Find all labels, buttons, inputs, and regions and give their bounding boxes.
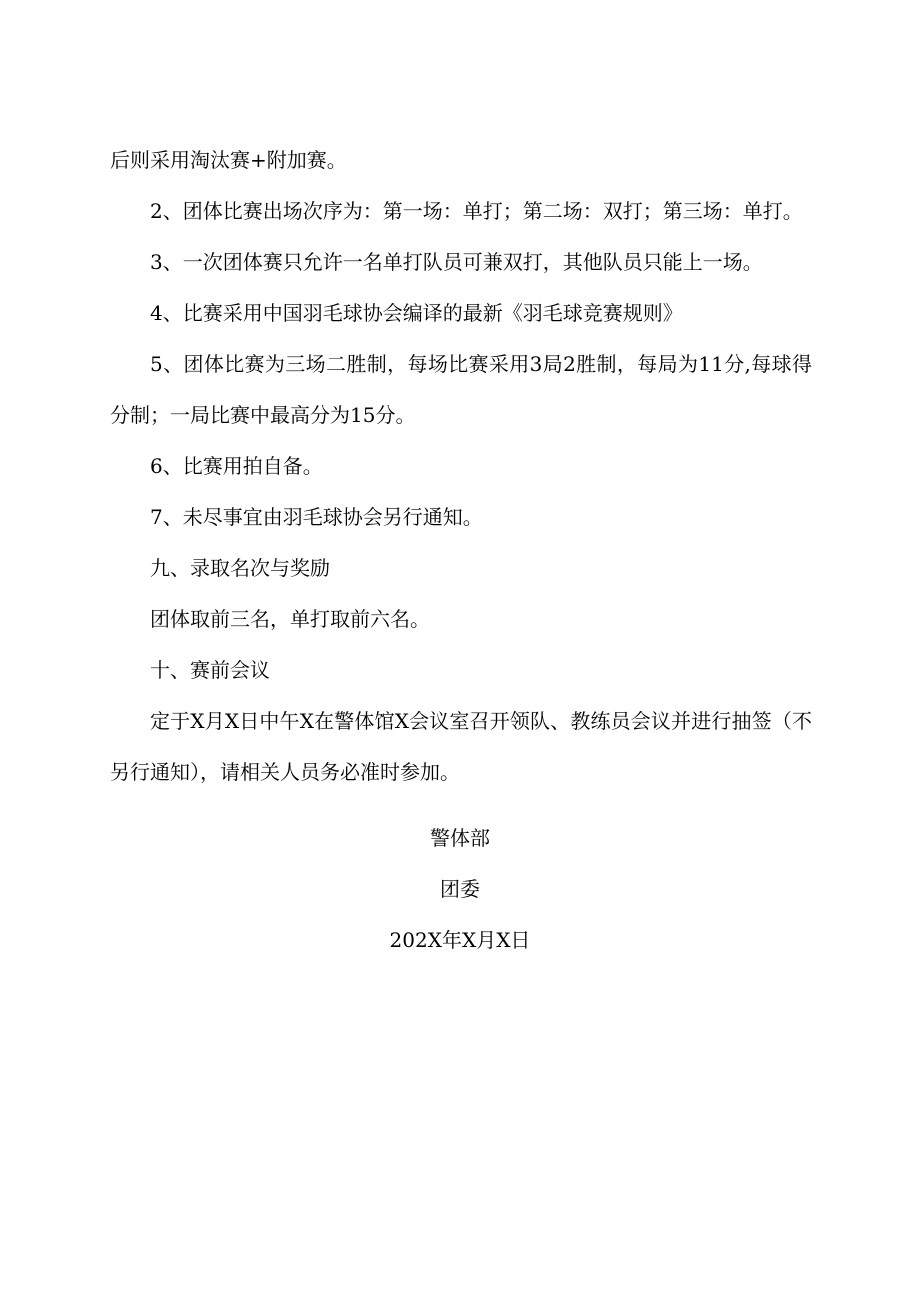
paragraph-awards: 团体取前三名，单打取前六名。 <box>150 607 430 631</box>
signature-block <box>0 813 920 966</box>
paragraph-meeting: 定于X月X日中午X在警体馆X会议室召开领队、教练员会议并进行抽签（不另行通知），请相关人员务必准时参加。 <box>110 709 812 784</box>
document-body <box>110 135 812 798</box>
paragraph-rule-4: 4、比赛采用中国羽毛球协会编译的最新《羽毛球竞赛规则》 <box>150 301 683 325</box>
signature-org-1: 警体部 <box>430 826 490 850</box>
paragraph-rule-3: 3、一次团体赛只允许一名单打队员可兼双打，其他队员只能上一场。 <box>150 250 763 274</box>
section-heading-meeting: 十、赛前会议 <box>150 658 270 682</box>
signature-org-2: 团委 <box>440 877 480 901</box>
section-heading-awards: 九、录取名次与奖励 <box>150 556 330 580</box>
paragraph-continuation: 后则采用淘汰赛+附加赛。 <box>110 148 347 172</box>
signature-date: 202X年X月X日 <box>389 928 531 952</box>
paragraph-rule-2: 2、团体比赛出场次序为：第一场：单打；第二场：双打；第三场：单打。 <box>150 199 803 223</box>
paragraph-rule-6: 6、比赛用拍自备。 <box>150 454 323 478</box>
paragraph-rule-5: 5、团体比赛为三场二胜制，每场比赛采用3局2胜制，每局为11分,每球得分制；一局比赛中最高分为15分。 <box>110 352 812 427</box>
paragraph-rule-7: 7、未尽事宜由羽毛球协会另行通知。 <box>150 505 483 529</box>
